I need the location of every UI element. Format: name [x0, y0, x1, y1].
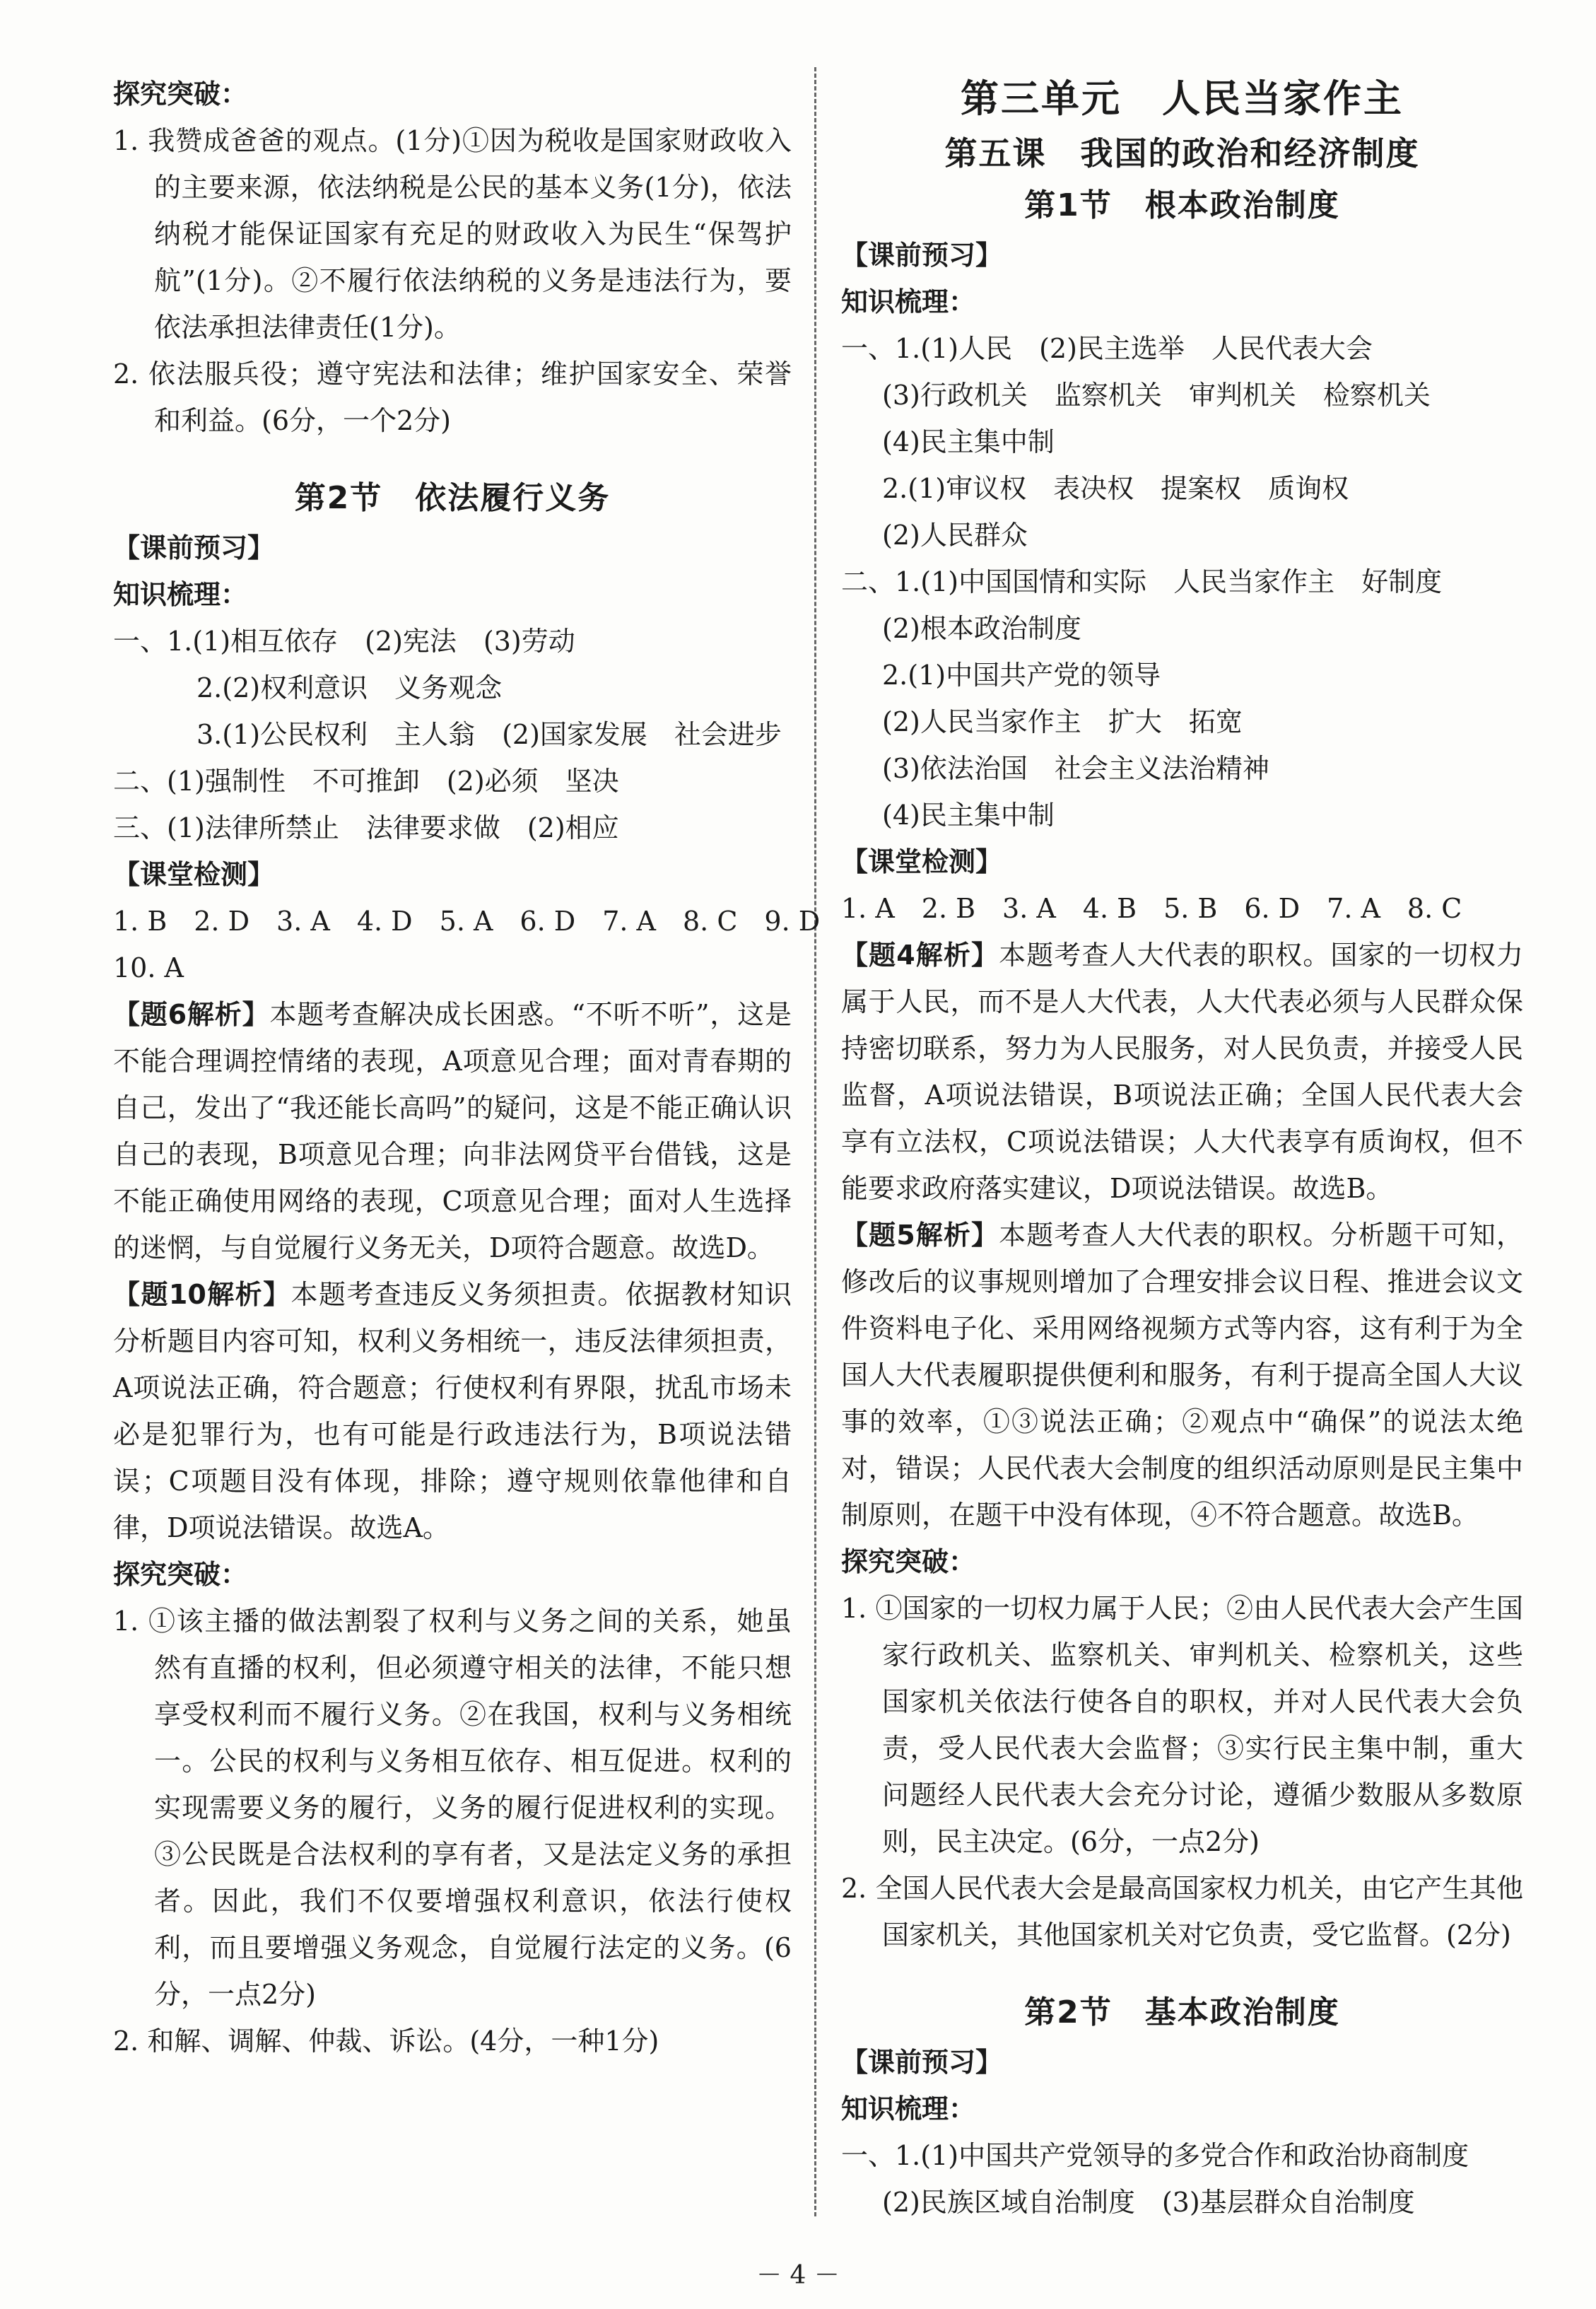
- unit-title: 第三单元 人民当家作主: [961, 76, 1404, 121]
- analysis-label: 【题5解析】: [841, 1220, 999, 1251]
- knowledge-line: 一、1.(1)相互依存 (2)宪法 (3)劳动: [113, 626, 575, 657]
- knowledge-line: (2)根本政治制度: [882, 613, 1081, 644]
- analysis-paragraph: [841, 932, 1523, 1212]
- preview-tag: 【课前预习】: [841, 2047, 1003, 2078]
- knowledge-line: 3.(1)公民权利 主人翁 (2)国家发展 社会进步: [196, 719, 782, 750]
- page-number: － 4 －: [756, 2261, 840, 2290]
- analysis-text: 本题考查人大代表的职权。分析题干可知，修改后的议事规则增加了合理安排会议日程、推进会议文件资料电子化、采用网络视频方式等内容，这有利于为全国人大代表履职提供便利和服务，有利于提高全国人大议事的效率，①③说法正确；②观点中“确保”的说法太绝对，错误；人民代表大会制度的组织活动原则是民主集中制原则，在题干中没有体现，④不符合题意。故选B。: [841, 1220, 1523, 1531]
- section-title: 第2节 依法履行义务: [294, 480, 611, 516]
- analysis-paragraph: [113, 1271, 792, 1551]
- check-tag: 【课堂检测】: [113, 859, 275, 890]
- analysis-text: 本题考查人大代表的职权。国家的一切权力属于人民，而不是人大代表，人大代表必须与人民群众保持密切联系，努力为人民服务，对人民负责，并接受人民监督，A项说法错误，B项说法正确；全国人民代表大会享有立法权，C项说法错误；人大代表享有质询权，但不能要求政府落实建议，D项说法错误。故选B。: [841, 940, 1523, 1204]
- knowledge-heading: 知识梳理：: [113, 579, 248, 610]
- knowledge-line: (3)依法治国 社会主义法治精神: [882, 753, 1269, 784]
- answer-paragraph: 1. ①国家的一切权力属于人民；②由人民代表大会产生国家行政机关、监察机关、审判机关、检察机关，这些国家机关依法行使各自的职权，并对人民代表大会负责，受人民代表大会监督；③实行民主集中制，重大问题经人民代表大会充分讨论，遵循少数服从多数原则，民主决定。(6分，一点2分): [841, 1593, 1523, 1857]
- section-title: 第1节 根本政治制度: [1024, 187, 1340, 223]
- knowledge-line: 二、1.(1)中国国情和实际 人民当家作主 好制度: [841, 566, 1443, 597]
- explore-heading: 探究突破：: [841, 1546, 976, 1577]
- preview-tag: 【课前预习】: [841, 240, 1003, 271]
- knowledge-line: (2)民族区域自治制度 (3)基层群众自治制度: [882, 2187, 1415, 2218]
- answer-paragraph: 2. 全国人民代表大会是最高国家权力机关，由它产生其他国家机关，其他国家机关对它负责，受它监督。(2分): [841, 1873, 1523, 1951]
- knowledge-line: 一、1.(1)人民 (2)民主选举 人民代表大会: [841, 333, 1373, 364]
- knowledge-line: (2)人民群众: [882, 520, 1028, 551]
- answer-key-line: 1. B 2. D 3. A 4. D 5. A 6. D 7. A 8. C 9. D: [113, 906, 821, 937]
- explore-heading: 探究突破：: [113, 1559, 248, 1590]
- explore-heading: 探究突破：: [113, 78, 248, 110]
- knowledge-line: 三、(1)法律所禁止 法律要求做 (2)相应: [113, 812, 619, 843]
- knowledge-line: (2)人民当家作主 扩大 拓宽: [882, 706, 1243, 737]
- knowledge-line: 2.(1)审议权 表决权 提案权 质询权: [882, 473, 1349, 504]
- left-column: [113, 71, 821, 2064]
- knowledge-heading: 知识梳理：: [841, 286, 976, 317]
- knowledge-line: (4)民主集中制: [882, 426, 1055, 457]
- answer-paragraph: 2. 依法服兵役；遵守宪法和法律；维护国家安全、荣誉和利益。(6分，一个2分): [113, 358, 792, 436]
- analysis-paragraph: [113, 991, 792, 1271]
- knowledge-heading: 知识梳理：: [841, 2093, 976, 2124]
- check-tag: 【课堂检测】: [841, 846, 1003, 877]
- analysis-text: 本题考查违反义务须担责。依据教材知识分析题目内容可知，权利义务相统一，违反法律须担责，A项说法正确，符合题意；行使权利有界限，扰乱市场未必是犯罪行为，也有可能是行政违法行为，B项说法错误；C项题目没有体现，排除；遵守规则依靠他律和自律，D项说法错误。故选A。: [113, 1279, 792, 1543]
- section-title: 第2节 基本政治制度: [1024, 1994, 1340, 2030]
- knowledge-line: 一、1.(1)中国共产党领导的多党合作和政治协商制度: [841, 2140, 1469, 2171]
- answer-paragraph: 1. 我赞成爸爸的观点。(1分)①因为税收是国家财政收入的主要来源，依法纳税是公民的基本义务(1分)，依法纳税才能保证国家有充足的财政收入为民生“保驾护航”(1分)。②不履行依法纳税的义务是违法行为，要依法承担法律责任(1分)。: [113, 125, 792, 343]
- analysis-paragraph: [841, 1212, 1523, 1538]
- answer-paragraph: 2. 和解、调解、仲裁、诉讼。(4分，一种1分): [113, 2026, 659, 2057]
- preview-tag: 【课前预习】: [113, 532, 275, 563]
- analysis-label: 【题4解析】: [841, 940, 999, 971]
- knowledge-line: (4)民主集中制: [882, 800, 1055, 831]
- answer-key-line: 1. A 2. B 3. A 4. B 5. B 6. D 7. A 8. C: [841, 893, 1462, 924]
- analysis-label: 【题10解析】: [113, 1279, 291, 1310]
- knowledge-line: 2.(1)中国共产党的领导: [882, 660, 1161, 691]
- analysis-text: 本题考查解决成长困惑。“不听不听”，这是不能合理调控情绪的表现，A项意见合理；面对青春期的自己，发出了“我还能长高吗”的疑问，这是不能正确认识自己的表现，B项意见合理；向非法网贷平台借钱，这是不能正确使用网络的表现，C项意见合理；面对人生选择的迷惘，与自觉履行义务无关，D项符合题意。故选D。: [113, 999, 792, 1263]
- answer-paragraph: 1. ①该主播的做法割裂了权利与义务之间的关系，她虽然有直播的权利，但必须遵守相关的法律，不能只想享受权利而不履行义务。②在我国，权利与义务相统一。公民的权利与义务相互依存、相互促进。权利的实现需要义务的履行，义务的履行促进权利的实现。③公民既是合法权利的享有者，又是法定义务的承担者。因此，我们不仅要增强权利意识，依法行使权利，而且要增强义务观念，自觉履行法定的义务。(6分，一点2分): [113, 1606, 792, 2010]
- answer-key-line: 10. A: [113, 952, 184, 983]
- knowledge-line: 二、(1)强制性 不可推卸 (2)必须 坚决: [113, 766, 619, 797]
- knowledge-line: (3)行政机关 监察机关 审判机关 检察机关: [882, 380, 1431, 411]
- lesson-title: 第五课 我国的政治和经济制度: [944, 134, 1420, 173]
- right-column: [841, 71, 1523, 2226]
- knowledge-line: 2.(2)权利意识 义务观念: [196, 672, 503, 703]
- column-divider: [814, 67, 816, 2216]
- analysis-label: 【题6解析】: [113, 999, 270, 1030]
